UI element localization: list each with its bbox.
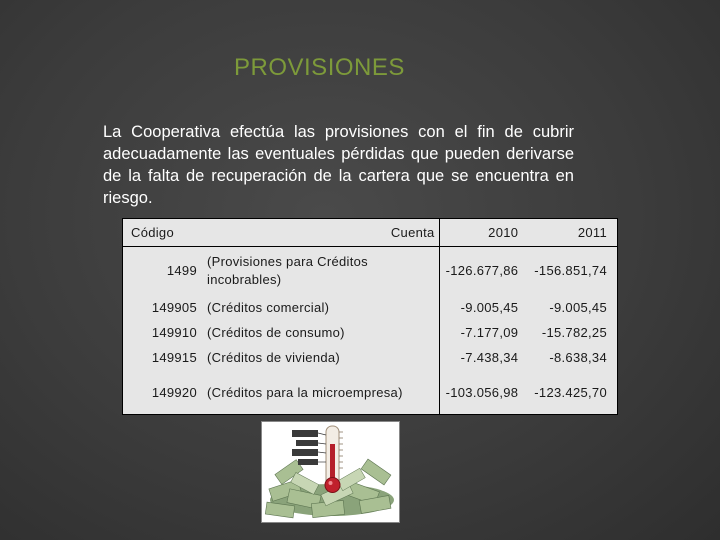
provisions-table	[122, 218, 618, 415]
row-account: (Créditos para la microempresa)	[201, 370, 439, 414]
row-value-2011: -123.425,70	[534, 384, 607, 400]
row-value-2010: -103.056,98	[445, 384, 519, 400]
header-2011: 2011	[528, 219, 617, 247]
row-value-2011: -8.638,34	[549, 350, 607, 365]
row-value-2011: -156.851,74	[534, 263, 607, 278]
header-codigo: Código	[123, 219, 201, 247]
row-code: 149905	[151, 300, 197, 315]
row-value-2010: -126.677,86	[445, 263, 519, 278]
row-value-2011: -9.005,45	[549, 300, 607, 315]
row-code: 149915	[151, 350, 197, 365]
row-value-2010: -9.005,45	[460, 300, 519, 315]
row-account: (Créditos de vivienda)	[201, 345, 439, 370]
table-row	[123, 320, 617, 345]
row-code: 1499	[166, 263, 197, 278]
table-row	[123, 295, 617, 320]
table-row	[123, 345, 617, 370]
table-row	[123, 370, 617, 414]
row-code: 149920	[151, 384, 197, 400]
row-value-2010: -7.438,34	[460, 350, 519, 365]
thermometer-illustration	[262, 422, 399, 522]
row-code: 149910	[151, 325, 197, 340]
row-account: (Créditos de consumo)	[201, 320, 439, 345]
slide-title: PROVISIONES	[234, 54, 405, 81]
slide-paragraph: La Cooperativa efectúa las provisiones con el fin de cubrir adecuadamente las eventuales pérdidas que pueden derivarse de la falta de recuperación de la cartera que se encuentra en riesgo.	[103, 123, 574, 207]
money-thermometer-image	[261, 421, 400, 523]
table-header-row	[123, 219, 617, 247]
row-account: (Créditos comercial)	[201, 295, 439, 320]
header-cuenta: Cuenta	[201, 219, 439, 247]
header-2010: 2010	[439, 219, 528, 247]
row-value-2010: -7.177,09	[460, 325, 519, 340]
row-account: (Provisiones para Créditos incobrables)	[201, 247, 439, 296]
table-row	[123, 247, 617, 296]
row-value-2011: -15.782,25	[541, 325, 607, 340]
